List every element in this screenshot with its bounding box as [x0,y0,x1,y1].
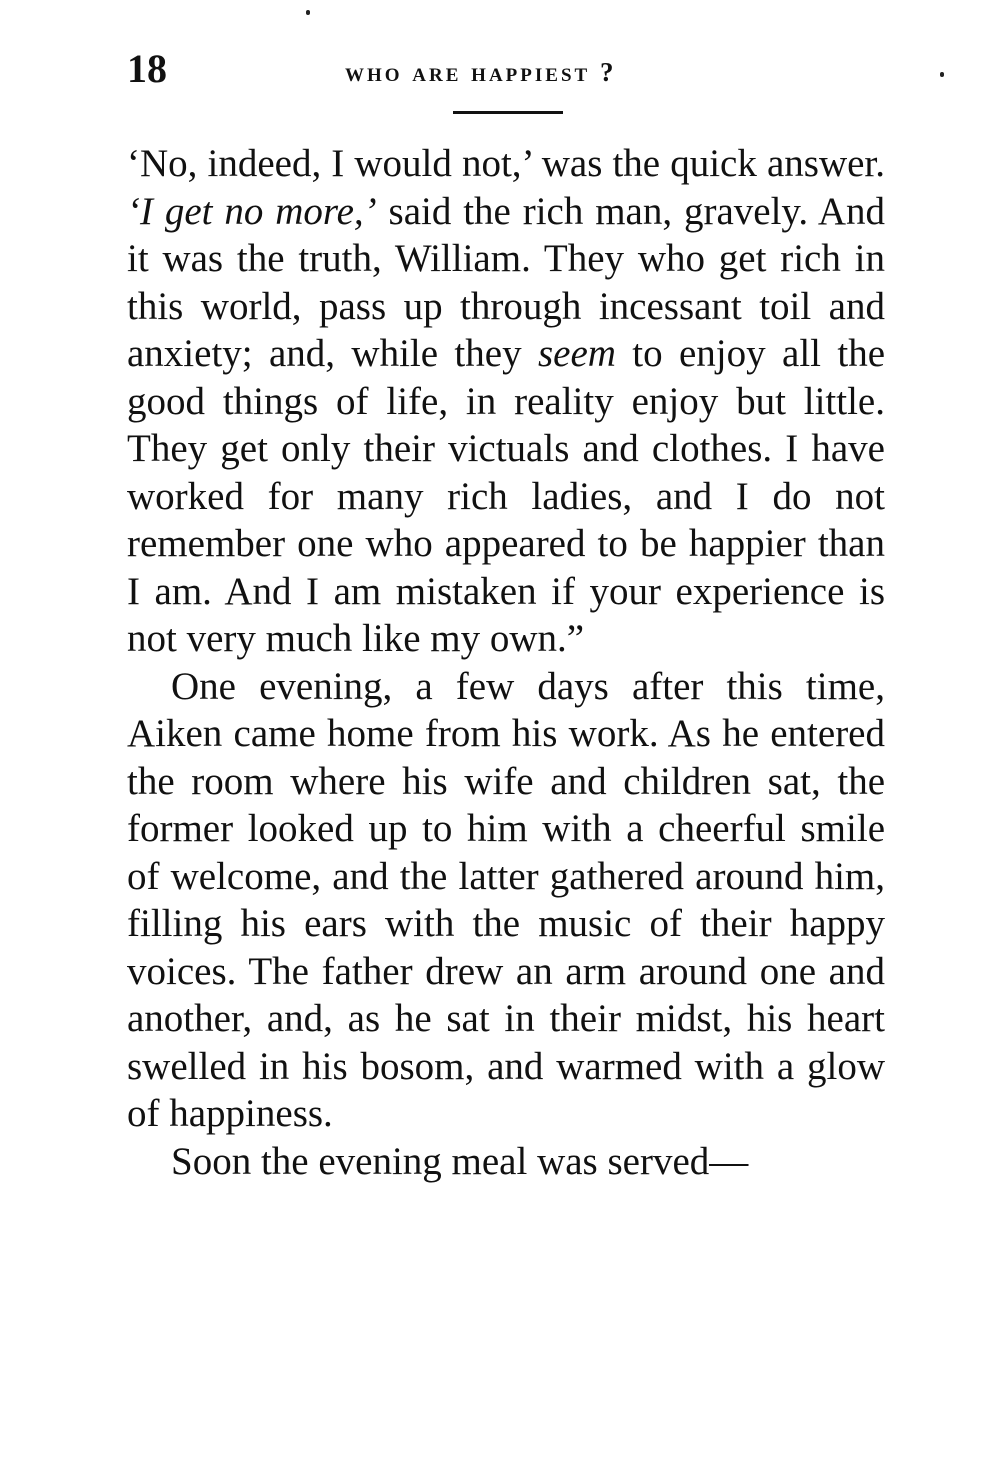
paragraph-1 [127,140,885,663]
paragraph-1-italic-seem: seem [537,332,616,375]
page-header [127,44,887,94]
running-head: who are happiest ? [345,57,617,87]
paragraph-3: Soon the evening meal was served— [171,1139,749,1183]
paragraph-1-text-c: to enjoy all the good things of life, in reality enjoy but little. They get only their victuals and clothes. I have worked for many rich ladies, and I do not remember one who appeared to be happier than I am. And I am mistaken if your experience is not very much like my own.” [127,332,885,660]
paragraph-1-text-b: said the rich man, gravely. And it was the truth, William. They who get rich in this world, pass up through incessant toil and anxiety; and, while they [127,189,886,375]
print-speck [940,72,944,77]
paragraph-1-italic-quote: ‘I get no more,’ [127,189,377,233]
header-rule [453,111,563,114]
page-number: 18 [127,46,167,91]
paragraph-1-text-a: ‘No, indeed, I would not,’ was the quick answer. [127,142,885,185]
body-text [127,140,885,1185]
print-speck [306,10,310,15]
paragraph-2: One evening, a few days after this time, Aiken came home from his work. As he entered the room where his wife and children sat, the former looked up to him with a cheerful smile of welcome, and the latter gathered around him, filling his ears with the music of their happy voices. The father drew an arm around one and another, and, as he sat in their midst, his heart swelled in his bosom, and warmed with a glow of happiness. [127,664,885,1135]
